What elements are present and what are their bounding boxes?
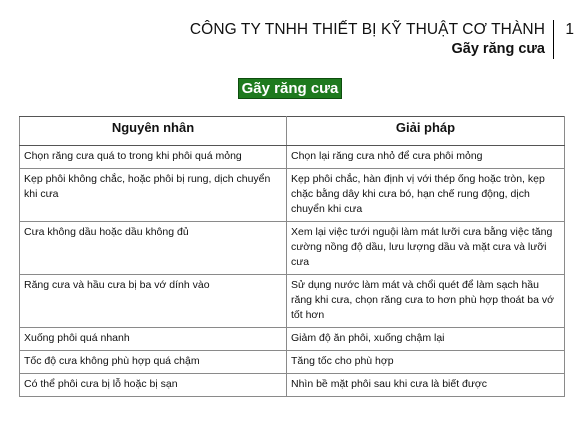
document-header (190, 20, 554, 59)
header-cause: Nguyên nhân (20, 117, 287, 146)
header-subtitle: Gãy răng cưa (451, 41, 545, 57)
cause-cell: Răng cưa và hầu cưa bị ba vớ dính vào (20, 275, 287, 328)
solution-cell: Xem lại việc tưới nguội làm mát lưỡi cưa bằng việc tăng cường nồng độ dầu, lưu lượng dầu và mặt cưa và lưỡi cưa (287, 222, 565, 275)
cause-cell: Chọn răng cưa quá to trong khi phôi quá mỏng (20, 146, 287, 169)
table-row (20, 146, 565, 169)
cause-cell: Tốc độ cưa không phù hợp quá chậm (20, 351, 287, 374)
cause-cell: Có thể phôi cưa bị lỗ hoặc bị sạn (20, 374, 287, 397)
table-row (20, 374, 565, 397)
solution-cell: Giảm độ ăn phôi, xuống chậm lại (287, 328, 565, 351)
table-row (20, 222, 565, 275)
solution-cell: Chọn lại răng cưa nhỏ để cưa phôi mỏng (287, 146, 565, 169)
solution-cell: Sử dụng nước làm mát và chổi quét để làm sạch hầu răng khi cưa, chọn răng cưa to hơn phù hợp thoát ba vớ tốt hơn (287, 275, 565, 328)
solution-cell: Kẹp phôi chắc, hàn định vị với thép ống hoặc tròn, kẹp chặc bằng dây khi cưa bó, hạn chế rung động, dịch chuyển khi cưa (287, 169, 565, 222)
table-row (20, 275, 565, 328)
table-row (20, 169, 565, 222)
section-title-container (0, 78, 580, 99)
cause-cell: Cưa không dầu hoặc dầu không đủ (20, 222, 287, 275)
cause-cell: Xuống phôi quá nhanh (20, 328, 287, 351)
section-title: Gãy răng cưa (238, 78, 343, 99)
table-header-row (20, 117, 565, 146)
solution-cell: Tăng tốc cho phù hợp (287, 351, 565, 374)
page-number: 1 (565, 21, 574, 38)
solution-cell: Nhìn bề mặt phôi sau khi cưa là biết được (287, 374, 565, 397)
table-row (20, 351, 565, 374)
table-row (20, 328, 565, 351)
cause-cell: Kẹp phôi không chắc, hoặc phôi bị rung, dịch chuyển khi cưa (20, 169, 287, 222)
cause-solution-table (19, 116, 565, 397)
header-solution: Giải pháp (287, 117, 565, 146)
company-name: CÔNG TY TNHH THIẾT BỊ KỸ THUẬT CƠ THÀNH (189, 21, 545, 38)
